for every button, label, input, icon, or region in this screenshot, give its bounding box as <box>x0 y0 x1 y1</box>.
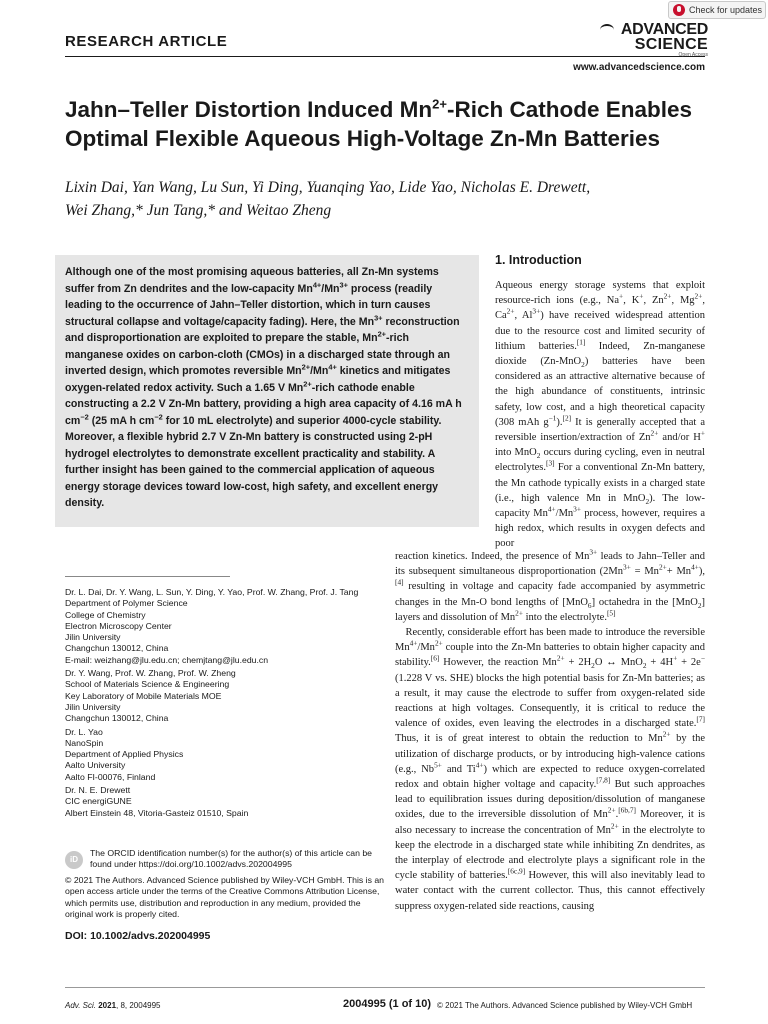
text-segment: 3+ <box>589 547 598 557</box>
text-segment: + 2H <box>564 657 592 669</box>
section-heading-introduction: 1. Introduction <box>495 253 582 267</box>
text-segment: 2+ <box>556 653 565 663</box>
text-segment: + <box>639 291 644 301</box>
text-segment: -rich manganese oxides on carbon-cloth (CMOs) in a discharged state through an inverted design, which promotes reversible Mn <box>65 332 450 377</box>
text-segment: 2+ <box>377 329 387 339</box>
affiliation-line: Dr. L. Yao <box>65 726 103 737</box>
text-segment: 4+ <box>409 638 418 648</box>
text-segment: 2 <box>645 496 650 506</box>
abstract-box <box>55 255 479 527</box>
text-segment: Recently, considerable effort has been made to introduce the reversible Mn <box>395 627 705 654</box>
text-segment: 5+ <box>434 760 442 770</box>
text-segment: 2+ <box>506 306 515 316</box>
text-segment: kinetics and mitigates oxygen-related redox activity. Such a 1.65 V Mn <box>65 365 451 394</box>
text-segment: ) have received widespread attention due to the resource cost and limited security of lithium batteries. <box>495 310 705 352</box>
text-segment: /Mn <box>417 642 435 654</box>
text-segment: −2 <box>154 411 163 421</box>
text-segment: ) batteries have been considered as an attractive alternative because of the high abundance of constituents, intrinsic safety, low cost, and a high theoretical capacity (308 mAh g <box>495 356 705 428</box>
abstract-text <box>65 264 469 512</box>
text-segment: [4] <box>395 577 404 587</box>
text-segment: 2+ <box>658 562 667 572</box>
orcid-icon: iD <box>65 851 83 869</box>
text-segment: 3+ <box>339 279 348 289</box>
text-segment: and Ti <box>441 763 476 775</box>
text-segment: ), <box>698 566 706 578</box>
text-segment: + <box>700 428 705 438</box>
text-segment: 2+ <box>303 378 312 388</box>
footer-divider <box>65 987 705 988</box>
affiliation-line: Changchun 130012, China <box>65 643 169 654</box>
author-list <box>65 176 715 222</box>
text-segment: in the electrolyte to keep the electrode in a discharged state while inhibiting Zn dendrites, as the interplay of electrode and electrolyte plays a significant role in the cycle stability of batteries. <box>395 824 705 882</box>
text-segment: Aqueous energy storage systems that exploit resource-rich ions (e.g., Na <box>495 280 705 307</box>
affiliation-line: Dr. N. E. Drewett <box>65 785 131 796</box>
article-title <box>65 95 715 153</box>
text-segment: process, however, requires a high redox, which results in oxygen defects and poor <box>495 508 705 550</box>
text-segment: [5] <box>606 608 616 618</box>
text-segment: 2+ <box>607 805 616 815</box>
text-segment: + 4H <box>646 657 674 669</box>
crossmark-icon <box>673 4 685 16</box>
text-segment: Moreover, it is also necessary to increase the concentration of Mn <box>395 809 705 836</box>
text-segment: = Mn <box>630 566 659 578</box>
affiliation-line: Dr. L. Dai, Dr. Y. Wang, L. Sun, Y. Ding, Y. Yao, Prof. W. Zhang, Prof. J. Tang <box>65 587 359 597</box>
text-segment: occurs during cycling, even in neutral electrolytes. <box>495 447 705 474</box>
affiliation-line: Aalto University <box>65 760 126 771</box>
affiliation-line: Key Laboratory of Mobile Materials MOE <box>65 690 222 701</box>
text-segment: + <box>673 653 678 663</box>
text-segment: (1.228 V vs. SHE) blocks the high potential basis for Zn-Mn batteries; as a result, it may cause the electrode to suffer from oxygen-related side reactions at high voltages. Consequently, it is critical to reduce the valence of oxides, even leaving the electrodes in a discharged state. <box>395 672 705 730</box>
text-segment: + 2e <box>677 657 701 669</box>
text-segment: /Mn <box>555 508 574 520</box>
article-type-label: RESEARCH ARTICLE <box>65 33 228 50</box>
introduction-paragraph-wide <box>395 549 705 914</box>
affiliation-line: Aalto FI-00076, Finland <box>65 771 156 782</box>
introduction-paragraph-column <box>495 278 705 552</box>
affiliation-line: Department of Polymer Science <box>65 598 188 609</box>
footer-journal-year: 2021 <box>98 1001 117 1010</box>
text-segment: ). The low-capacity Mn <box>495 492 705 520</box>
text-segment: 3+ <box>623 562 631 572</box>
text-segment: Thus, it is of great interest to obtain the reduction to Mn <box>395 733 663 745</box>
footer-journal-name: Adv. Sci. <box>65 1001 96 1010</box>
text-segment: ) which are expected to reduce oxygen-correlated redox and obtain higher voltage and capacity. <box>395 763 705 791</box>
footer-journal-citation <box>65 1001 161 1010</box>
check-for-updates-button[interactable] <box>668 1 766 19</box>
author-affiliations <box>65 587 385 821</box>
text-segment: by the utilization of discharge products, or by introducing high-valence cations (e.g., Nb <box>395 733 705 775</box>
text-segment: 4+ <box>547 504 556 514</box>
text-segment: , Ca <box>495 295 705 322</box>
logo-line-3: Open Access <box>678 52 708 58</box>
text-segment: and/or H <box>658 432 701 444</box>
affiliation-line: Jilin University <box>65 701 121 712</box>
text-segment: 2+ <box>650 428 659 438</box>
text-segment: 3+ <box>573 504 581 514</box>
text-segment: , Mg <box>671 295 695 307</box>
logo-line-1: ADVANCED <box>620 21 708 38</box>
text-segment: −1 <box>548 413 557 423</box>
text-segment: , Al <box>514 310 533 322</box>
text-segment: . <box>615 809 619 821</box>
text-segment: (25 mA h cm <box>88 414 155 427</box>
text-segment: 2+ <box>434 638 443 648</box>
text-segment: 2 <box>697 600 702 610</box>
text-segment: But such approaches lead to equilibration issues during deposition/dissolution of manganese oxides, due to the irreversible dissolution of Mn <box>395 779 705 821</box>
doi-link[interactable]: DOI: 10.1002/advs.202004995 <box>65 930 211 942</box>
text-segment: 4+ <box>691 562 699 572</box>
text-segment: It is generally accepted that a reversible insertion/extraction of Zn <box>495 416 705 444</box>
affiliation-line: Albert Einstein 48, Vitoria-Gasteiz 01510, Spain <box>65 807 249 818</box>
text-segment: 4+ <box>312 279 322 289</box>
text-segment: 2 <box>591 661 595 671</box>
text-segment: 2+ <box>694 291 703 301</box>
authors-line-2: Wei Zhang,* Jun Tang,* and Weitao Zheng <box>65 202 332 219</box>
journal-url-link[interactable]: www.advancedscience.com <box>573 62 705 73</box>
text-segment: 4+ <box>328 362 337 372</box>
affiliation-group <box>65 727 385 783</box>
affiliation-group <box>65 587 385 666</box>
text-segment: 2 <box>581 360 585 370</box>
text-segment: leads to Jahn–Teller and its subsequent simultaneous disproportionation (2Mn <box>395 551 705 578</box>
text-segment: [7] <box>696 714 705 724</box>
affiliation-line: E-mail: weizhang@jlu.edu.cn; chemjtang@jlu.edu.cn <box>65 654 269 665</box>
license-note: © 2021 The Authors. Advanced Science published by Wiley-VCH GmbH. This is an open access article under the terms of the Creative Commons Attribution License, which permits use, distribution and reproduction in any medium, provided the original work is properly cited. <box>65 875 384 919</box>
affiliation-line: NanoSpin <box>65 737 104 748</box>
text-segment: 2+ <box>662 729 671 739</box>
text-segment: However, this will also inevitably lead to water contact with the current collector. Thus, this cannot effectively suppress oxygen-related side reactions, causing <box>395 870 705 912</box>
affiliation-line: CIC energiGUNE <box>65 796 132 807</box>
text-segment: , K <box>623 295 640 307</box>
footer-copyright: © 2021 The Authors. Advanced Science published by Wiley-VCH GmbH <box>437 1001 693 1010</box>
title-superscript: 2+ <box>432 96 447 112</box>
text-segment: − <box>700 653 705 663</box>
journal-logo <box>598 22 708 58</box>
text-segment: 3+ <box>374 312 383 322</box>
text-segment: for 10 mL electrolyte) and superior 4000-cycle stability. Moreover, a flexible hybrid 2.7 V Zn-Mn battery is constructed using 2-pH hydrogel electrolytes to demonstrate excellent practicality and stability. A further insight has been gained to the commercial application of aqueous energy storage devices toward low-cost, high safety, and excellent energy density. <box>65 414 442 509</box>
affiliation-line: Jilin University <box>65 632 121 643</box>
text-segment: [6c,9] <box>507 866 526 876</box>
affiliation-line: Department of Applied Physics <box>65 749 184 760</box>
logo-line-2: SCIENCE <box>634 36 708 53</box>
text-segment: 4+ <box>475 760 484 770</box>
text-segment: 2+ <box>301 362 311 372</box>
text-segment: ] layers and dissolution of Mn <box>395 596 705 623</box>
affiliation-line: Dr. Y. Wang, Prof. W. Zhang, Prof. W. Zheng <box>65 668 236 679</box>
text-segment: [6b,7] <box>618 805 636 815</box>
text-segment: 2 <box>642 661 647 671</box>
text-segment: + <box>619 291 624 301</box>
check-for-updates-label: Check for updates <box>689 5 763 15</box>
text-segment: [7,8] <box>596 775 611 785</box>
text-segment: process (readily leading to the occurrence of Jahn–Teller distortion, which in turn causes structural collapse and voltage/capacity fading). Here, the Mn <box>65 282 433 328</box>
text-segment: 2+ <box>610 821 619 831</box>
text-segment: + Mn <box>666 566 692 578</box>
affiliations-divider <box>65 576 230 577</box>
affiliation-line: School of Materials Science & Engineering <box>65 679 230 690</box>
title-part-2: -Rich Cathode Enables <box>446 97 692 122</box>
text-segment: [1] <box>576 337 586 347</box>
text-segment: [6] <box>430 653 440 663</box>
text-segment: 6 <box>587 600 592 610</box>
text-segment: 2 <box>536 451 541 461</box>
text-segment: into the electrolyte. <box>522 611 607 623</box>
footer-page-number: 2004995 (1 of 10) <box>343 998 432 1010</box>
text-segment: /Mn <box>321 282 340 295</box>
text-segment: into MnO <box>495 447 537 459</box>
text-segment: −2 <box>80 411 89 421</box>
affiliation-line: College of Chemistry <box>65 609 146 620</box>
authors-line-1: Lixin Dai, Yan Wang, Lu Sun, Yi Ding, Yuanqing Yao, Lide Yao, Nicholas E. Drewett, <box>65 179 591 196</box>
text-segment: 2+ <box>663 291 672 301</box>
text-segment: /Mn <box>310 365 329 377</box>
text-segment: reconstruction and disproportionation are exploited to prepare the stable, Mn <box>65 315 460 344</box>
text-segment: 2+ <box>515 608 523 618</box>
affiliation-group <box>65 668 385 724</box>
affiliation-line: Changchun 130012, China <box>65 713 169 724</box>
text-segment: 3+ <box>532 306 541 316</box>
text-segment: O ↔ MnO <box>594 657 643 669</box>
text-segment: Although one of the most promising aqueous batteries, all Zn-Mn systems suffer from Zn dendrites and the low-capacity Mn <box>65 266 439 295</box>
orcid-note: The ORCID identification number(s) for the author(s) of this article can be found under https://doi.org/10.1002/advs.202004995 <box>90 848 372 870</box>
title-line-2: Optimal Flexible Aqueous High-Voltage Zn-Mn Batteries <box>65 126 661 151</box>
text-segment: reaction kinetics. Indeed, the presence of Mn <box>395 551 590 562</box>
text-segment: Indeed, Zn-manganese dioxide (Zn-MnO <box>495 340 705 368</box>
footer-journal-rest: , 8, 2004995 <box>116 1001 161 1010</box>
text-segment: couple into the Zn-Mn batteries to obtain higher capacity and stability. <box>395 642 705 669</box>
text-segment: For a conventional Zn-Mn battery, the Mn cathode typically exists in a charged state (i.e., high valence Mn in MnO <box>495 462 705 504</box>
text-segment: resulting in voltage and capacity fade accompanied by asymmetric changes in the Mn-O bond lengths of [MnO <box>395 581 705 608</box>
text-segment: , Zn <box>643 295 664 307</box>
text-segment: ] octahedra in the [MnO <box>591 596 698 608</box>
affiliation-line: Electron Microscopy Center <box>65 620 172 631</box>
title-part-1: Jahn–Teller Distortion Induced Mn <box>65 97 433 122</box>
text-segment: [3] <box>546 458 555 468</box>
text-segment: -rich cathode enable constructing a 2.2 V Zn-Mn battery, providing a high area capacity of 4.16 mA h cm <box>65 381 462 427</box>
text-segment: ). <box>556 416 563 428</box>
affiliation-group <box>65 785 385 819</box>
text-segment: However, the reaction Mn <box>439 657 557 669</box>
text-segment: [2] <box>562 413 572 423</box>
